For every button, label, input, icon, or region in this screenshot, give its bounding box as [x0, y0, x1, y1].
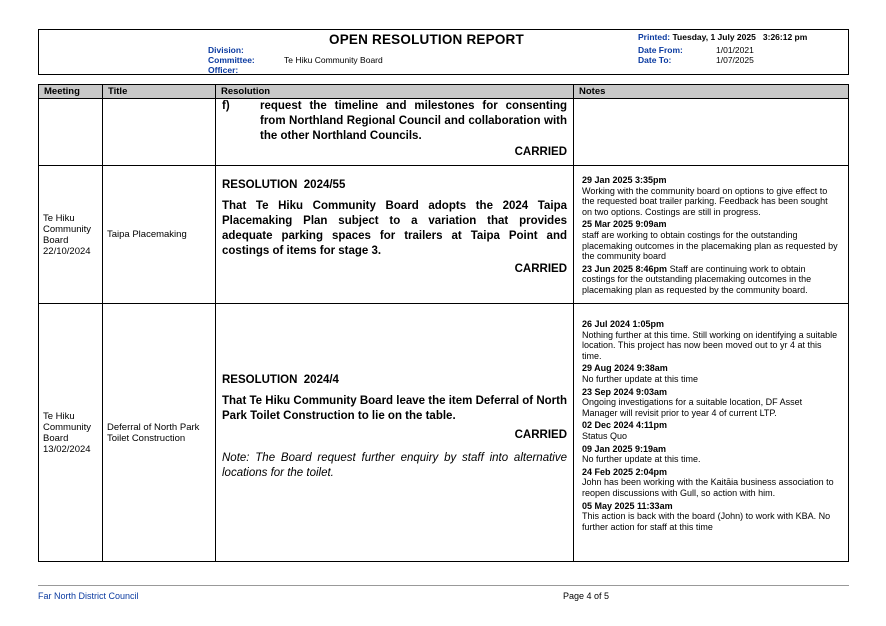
- table-row: [39, 166, 849, 304]
- note-text: No further update at this time.: [582, 454, 701, 465]
- meeting-text: Te Hiku Community Board 22/10/2024: [43, 212, 92, 257]
- committee-label: Committee:: [208, 55, 255, 65]
- date-from-value: 1/01/2021: [716, 45, 754, 55]
- note-text: Staff are continuing work to obtain costings for the outstanding placemaking outcomes in the placemaking plan as requested by the community board.: [582, 263, 812, 295]
- title-cell: [103, 99, 216, 166]
- note-timestamp: 02 Dec 2024 4:11pm: [582, 420, 668, 431]
- resolution-text: That Te Hiku Community Board leave the item Deferral of North Park Toilet Construction to lie on the table.: [222, 394, 567, 422]
- col-notes: Notes: [574, 85, 849, 99]
- note-timestamp: 26 Jul 2024 1:05pm: [582, 319, 665, 329]
- item-letter: f): [222, 100, 230, 112]
- report-title: OPEN RESOLUTION REPORT: [329, 32, 524, 47]
- note-timestamp: 23 Sep 2024 9:03am: [582, 386, 668, 397]
- note-entry: [582, 219, 840, 261]
- note-timestamp: 09 Jan 2025 9:19am: [582, 443, 667, 454]
- note-text: Working with the community board on options to give effect to the requested boat trailer parking. Feedback has been sought on two options. Costings are still in progress.: [582, 185, 828, 217]
- date-to-label: Date To:: [638, 55, 672, 65]
- resolution-heading: RESOLUTION 2024/4: [222, 373, 339, 386]
- printed-info: [638, 32, 807, 42]
- col-meeting: Meeting: [39, 85, 103, 99]
- title-text: Taipa Placemaking: [107, 229, 187, 240]
- note-timestamp: 25 Mar 2025 9:09am: [582, 219, 667, 230]
- notes-cell: [574, 166, 849, 304]
- footer-page-number: Page 4 of 5: [563, 591, 610, 601]
- note-text: No further update at this time: [582, 373, 699, 384]
- note-timestamp: 05 May 2025 11:33am: [582, 500, 673, 511]
- resolution-text: That Te Hiku Community Board adopts the 2024 Taipa Placemaking Plan subject to a variation that provides adequate parking spaces for trailers at Taipa Point and costings of items for stage 3.: [222, 200, 567, 257]
- notes-cell: [574, 99, 849, 166]
- note-entry: [582, 387, 840, 419]
- resolution-heading: RESOLUTION 2024/55: [222, 179, 346, 191]
- table-row: [39, 304, 849, 562]
- note-entry: [582, 420, 840, 441]
- printed-label: Printed:: [638, 32, 671, 42]
- note-timestamp: 23 Jun 2025 8:46pm: [582, 263, 668, 274]
- footer-divider: [38, 585, 849, 586]
- date-from-label: Date From:: [638, 45, 683, 55]
- division-label: Division:: [208, 45, 244, 55]
- resolution-table: [38, 84, 849, 562]
- title-cell: [103, 304, 216, 562]
- note-text: Status Quo: [582, 430, 628, 441]
- title-text: Deferral of North Park Toilet Construction: [107, 421, 200, 444]
- meeting-cell: [39, 304, 103, 562]
- note-entry: [582, 444, 840, 465]
- officer-label: Officer:: [208, 65, 239, 75]
- col-title: Title: [103, 85, 216, 99]
- item-text: request the timeline and milestones for consenting from Northland Regional Council and collaboration with the other Northland Councils.: [260, 100, 567, 142]
- carried-label: CARRIED: [514, 146, 567, 158]
- resolution-cell: [216, 166, 574, 304]
- date-to-value: 1/07/2025: [716, 55, 754, 65]
- note-timestamp: 29 Jan 2025 3:35pm: [582, 175, 667, 185]
- carried-label: CARRIED: [514, 263, 567, 275]
- resolution-item: [222, 99, 567, 144]
- title-cell: [103, 166, 216, 304]
- col-resolution: Resolution: [216, 85, 574, 99]
- note-entry: [582, 319, 840, 361]
- committee-value: Te Hiku Community Board: [284, 55, 383, 65]
- resolution-cell: [216, 99, 574, 166]
- note-text: John has been working with the Kaitāia business association to reopen discussions with Gull, so action with him.: [582, 477, 834, 498]
- meeting-text: Te Hiku Community Board 13/02/2024: [43, 410, 92, 455]
- report-header: [38, 29, 849, 75]
- table-header-row: [39, 85, 849, 99]
- meeting-cell: [39, 99, 103, 166]
- note-entry: [582, 175, 840, 217]
- printed-value: Tuesday, 1 July 2025 3:26:12 pm: [672, 32, 808, 42]
- meeting-cell: [39, 166, 103, 304]
- note-entry: [582, 264, 840, 296]
- note-entry: [582, 363, 840, 384]
- note-text: staff are working to obtain costings for the outstanding placemaking outcomes in the placemaking plan as requested by the community board: [582, 229, 838, 262]
- notes-cell: [574, 304, 849, 562]
- note-entry: [582, 501, 840, 533]
- note-timestamp: 24 Feb 2025 2:04pm: [582, 466, 668, 477]
- resolution-cell: [216, 304, 574, 562]
- footer-org: Far North District Council: [38, 591, 139, 601]
- header-labels: [208, 45, 255, 75]
- carried-label: CARRIED: [514, 428, 567, 441]
- table-row: [39, 99, 849, 166]
- note-text: Ongoing investigations for a suitable location, DF Asset Manager will revisit prior to year 4 of current LTP.: [582, 397, 803, 418]
- note-text: Nothing further at this time. Still working on identifying a suitable location. This project has now been moved out to yr 4 at this time.: [582, 329, 838, 361]
- resolution-note: Note: The Board request further enquiry by staff into alternative locations for the toilet.: [222, 451, 567, 479]
- note-timestamp: 29 Aug 2024 9:38am: [582, 363, 668, 374]
- note-entry: [582, 467, 840, 499]
- note-text: This action is back with the board (John) to work with KBA. No further action for staff at this time: [582, 511, 831, 532]
- date-range: [638, 45, 754, 65]
